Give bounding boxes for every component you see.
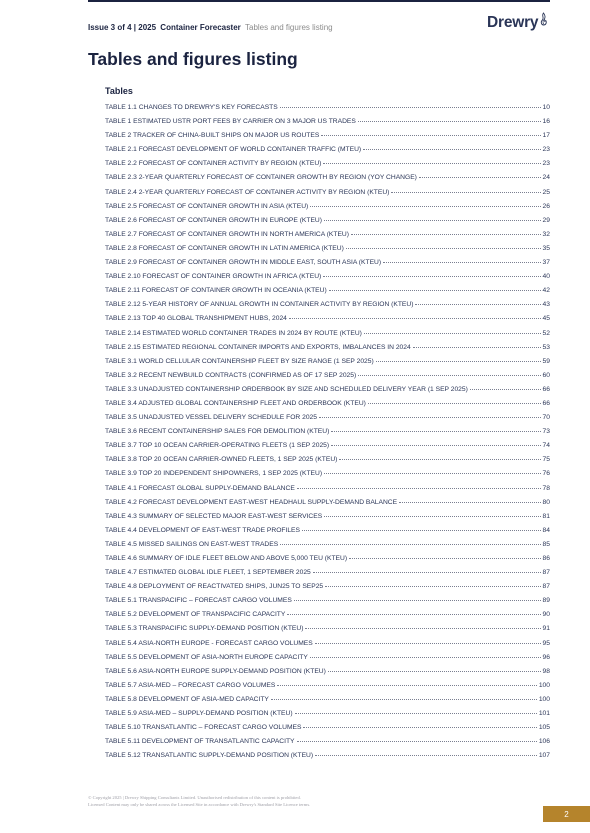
toc-entry-label: TABLE 5.6 ASIA-NORTH EUROPE SUPPLY-DEMAND POSITION (KTEU)	[105, 667, 326, 675]
dot-leader	[331, 431, 540, 432]
dot-leader	[470, 389, 541, 390]
toc-entry[interactable]	[105, 217, 550, 231]
page-title: Tables and figures listing	[88, 49, 298, 69]
toc-entry[interactable]	[105, 710, 550, 724]
dot-leader	[313, 572, 541, 573]
toc-entry-page: 35	[542, 244, 550, 252]
dot-leader	[358, 121, 541, 122]
toc-entry-label: TABLE 3.7 TOP 10 OCEAN CARRIER-OPERATING FLEETS (1 SEP 2025)	[105, 442, 330, 450]
toc-entry[interactable]	[105, 682, 550, 696]
dot-leader	[331, 445, 540, 446]
toc-entry-page: 73	[542, 428, 550, 436]
toc-entry-label: TABLE 4.4 DEVELOPMENT OF EAST-WEST TRADE PROFILES	[105, 526, 300, 534]
toc-entry[interactable]	[105, 654, 550, 668]
dot-leader	[310, 657, 541, 658]
dot-leader	[349, 558, 540, 559]
toc-entry-label: TABLE 5.12 TRANSATLANTIC SUPPLY-DEMAND POSITION (KTEU)	[105, 752, 314, 760]
toc-entry-page: 32	[542, 230, 550, 238]
toc-entry-label: TABLE 2.1 FORECAST DEVELOPMENT OF WORLD CONTAINER TRAFFIC (MTEU)	[105, 146, 362, 154]
toc-entry-label: TABLE 3.9 TOP 20 INDEPENDENT SHIPOWNERS, 1 SEP 2025 (KTEU)	[105, 470, 323, 478]
dot-leader	[323, 276, 540, 277]
dot-leader	[297, 741, 537, 742]
toc-entry[interactable]	[105, 527, 550, 541]
toc-entry-page: 87	[542, 569, 550, 577]
dot-leader	[305, 628, 540, 629]
toc-entry-label: TABLE 2.6 FORECAST OF CONTAINER GROWTH IN EUROPE (KTEU)	[105, 216, 322, 224]
toc-entry-page: 105	[538, 724, 550, 732]
toc-entry[interactable]	[105, 625, 550, 639]
toc-entry[interactable]	[105, 428, 550, 442]
toc-entry[interactable]	[105, 301, 550, 315]
page-number-tab	[543, 806, 590, 822]
toc-entry-page: 60	[542, 371, 550, 379]
dot-leader	[297, 488, 541, 489]
dot-leader	[302, 530, 541, 531]
toc-entry-page: 85	[542, 540, 550, 548]
toc-entry[interactable]	[105, 583, 550, 597]
dot-leader	[325, 586, 540, 587]
toc-entry[interactable]	[105, 541, 550, 555]
toc-entry-page: 86	[542, 555, 550, 562]
toc-entry[interactable]	[105, 569, 550, 583]
toc-entry[interactable]	[105, 344, 550, 358]
toc-entry-page: 43	[542, 301, 550, 309]
dot-leader	[280, 544, 540, 545]
toc-entry[interactable]	[105, 273, 550, 287]
toc-entry-page: 37	[542, 259, 550, 267]
toc-entry[interactable]	[105, 752, 550, 766]
toc-entry-page: 75	[542, 456, 550, 464]
toc-entry[interactable]	[105, 245, 550, 259]
toc-entry-page: 100	[538, 695, 550, 703]
toc-entry[interactable]	[105, 555, 550, 569]
toc-entry[interactable]	[105, 358, 550, 372]
dot-leader	[294, 600, 541, 601]
dot-leader	[303, 727, 536, 728]
toc-entry-page: 70	[542, 414, 550, 422]
toc-entry-label: TABLE 2.7 FORECAST OF CONTAINER GROWTH IN NORTH AMERICA (KTEU)	[105, 230, 349, 238]
toc-entry-page: 66	[542, 385, 550, 393]
toc-entry-page: 95	[542, 639, 550, 647]
toc-entry[interactable]	[105, 442, 550, 456]
toc-entry-page: 16	[542, 118, 550, 126]
toc-entry-label: TABLE 2.9 FORECAST OF CONTAINER GROWTH IN MIDDLE EAST, SOUTH ASIA (KTEU)	[105, 259, 382, 267]
toc-entry[interactable]	[105, 611, 550, 625]
dot-leader	[351, 234, 541, 235]
toc-entry-label: TABLE 5.2 DEVELOPMENT OF TRANSPACIFIC CAPACITY	[105, 611, 286, 619]
toc-entry[interactable]	[105, 485, 550, 499]
toc-entry-page: 91	[542, 625, 550, 633]
header-subtitle: Tables and figures listing	[245, 23, 333, 32]
dot-leader	[280, 107, 541, 108]
toc-entry-label: TABLE 4.1 FORECAST GLOBAL SUPPLY-DEMAND BALANCE	[105, 484, 295, 492]
toc-entry[interactable]	[105, 456, 550, 470]
toc-entry-page: 26	[542, 202, 550, 210]
toc-entry-label: TABLE 4.6 SUMMARY OF IDLE FLEET BELOW AND ABOVE 5,000 TEU (KTEU)	[105, 555, 348, 562]
toc-entry-page: 98	[542, 667, 550, 675]
toc-entry-page: 52	[542, 329, 550, 337]
dot-leader	[277, 685, 537, 686]
toc-entry[interactable]	[105, 287, 550, 301]
toc-entry-label: TABLE 5.9 ASIA-MED – SUPPLY-DEMAND POSITION (KTEU)	[105, 710, 293, 718]
toc-entry-page: 40	[542, 273, 550, 281]
dot-leader	[364, 333, 541, 334]
toc-entry[interactable]	[105, 386, 550, 400]
dot-leader	[324, 220, 541, 221]
toc-entry-label: TABLE 2.12 5-YEAR HISTORY OF ANNUAL GROWTH IN CONTAINER ACTIVITY BY REGION (KTEU)	[105, 301, 414, 309]
toc-entry-label: TABLE 2.5 FORECAST OF CONTAINER GROWTH IN ASIA (KTEU)	[105, 202, 309, 210]
dot-leader	[323, 163, 540, 164]
header-rule	[88, 0, 550, 2]
toc-entry-page: 45	[542, 315, 550, 323]
dot-leader	[271, 699, 537, 700]
toc-entry-page: 101	[538, 710, 550, 718]
toc-entry-page: 106	[538, 738, 550, 746]
toc-entry[interactable]	[105, 259, 550, 273]
dot-leader	[391, 192, 540, 193]
toc-entry-label: TABLE 3.2 RECENT NEWBUILD CONTRACTS (CONFIRMED AS OF 17 SEP 2025)	[105, 371, 357, 379]
dot-leader	[339, 459, 540, 460]
toc-entry-label: TABLE 2.13 TOP 40 GLOBAL TRANSHIPMENT HUBS, 2024	[105, 315, 287, 323]
toc-entry-page: 87	[542, 583, 550, 591]
toc-entry-page: 107	[538, 752, 550, 760]
logo-text: Drewry	[487, 14, 539, 31]
toc-entry-page: 74	[542, 442, 550, 450]
toc-entry-label: TABLE 2.11 FORECAST OF CONTAINER GROWTH IN OCEANIA (KTEU)	[105, 287, 327, 295]
dot-leader	[289, 318, 541, 319]
toc-entry-label: TABLE 5.5 DEVELOPMENT OF ASIA-NORTH EUROPE CAPACITY	[105, 653, 308, 661]
dot-leader	[287, 614, 540, 615]
toc-entry-label: TABLE 2.3 2-YEAR QUARTERLY FORECAST OF CONTAINER GROWTH BY REGION (YOY CHANGE)	[105, 174, 417, 182]
toc-entry[interactable]	[105, 146, 550, 160]
toc-entry[interactable]	[105, 372, 550, 386]
issue-label: Issue 3 of 4 | 2025	[88, 23, 157, 32]
dot-leader	[329, 290, 541, 291]
toc-entry-page: 59	[542, 357, 550, 365]
dot-leader	[295, 713, 537, 714]
dot-leader	[419, 177, 541, 178]
drewry-logo[interactable]	[487, 14, 548, 32]
toc-entry-label: TABLE 1.1 CHANGES TO DREWRY'S KEY FORECASTS	[105, 104, 278, 111]
toc-entry-label: TABLE 5.11 DEVELOPMENT OF TRANSATLANTIC CAPACITY	[105, 738, 295, 746]
toc-entry-page: 10	[542, 104, 550, 111]
toc-entry-label: TABLE 3.4 ADJUSTED GLOBAL CONTAINERSHIP FLEET AND ORDERBOOK (KTEU)	[105, 399, 366, 407]
dot-leader	[328, 671, 541, 672]
toc-entry-label: TABLE 3.1 WORLD CELLULAR CONTAINERSHIP FLEET BY SIZE RANGE (1 SEP 2025)	[105, 357, 374, 365]
toc-entry[interactable]	[105, 414, 550, 428]
toc-entry-label: TABLE 5.1 TRANSPACIFIC – FORECAST CARGO VOLUMES	[105, 597, 292, 605]
toc-entry[interactable]	[105, 640, 550, 654]
toc-entry-label: TABLE 5.8 DEVELOPMENT OF ASIA-MED CAPACITY	[105, 695, 269, 703]
dot-leader	[321, 135, 540, 136]
dot-leader	[368, 403, 541, 404]
dot-leader	[383, 262, 540, 263]
toc-entry-label: TABLE 2.15 ESTIMATED REGIONAL CONTAINER IMPORTS AND EXPORTS, IMBALANCES IN 2024	[105, 343, 411, 351]
toc-entry-page: 84	[542, 526, 550, 534]
toc-entry[interactable]	[105, 696, 550, 710]
toc-entry-label: TABLE 4.2 FORECAST DEVELOPMENT EAST-WEST HEADHAUL SUPPLY-DEMAND BALANCE	[105, 498, 398, 506]
toc-entry-page: 42	[542, 287, 550, 295]
dot-leader	[363, 149, 540, 150]
toc-entry[interactable]	[105, 315, 550, 329]
toc-entry[interactable]	[105, 470, 550, 484]
toc-entry-label: TABLE 2.4 2-YEAR QUARTERLY FORECAST OF CONTAINER ACTIVITY BY REGION (KTEU)	[105, 188, 390, 196]
toc-entry-label: TABLE 2 TRACKER OF CHINA-BUILT SHIPS ON MAJOR US ROUTES	[105, 132, 320, 140]
dot-leader	[319, 417, 541, 418]
publication-name: Container Forecaster	[160, 23, 241, 32]
toc-entry-page: 53	[542, 343, 550, 351]
toc-entry-page: 24	[542, 174, 550, 182]
toc-entry-page: 25	[542, 188, 550, 196]
toc-entry[interactable]	[105, 231, 550, 245]
running-header	[88, 23, 333, 32]
dot-leader	[346, 248, 541, 249]
toc-entry[interactable]	[105, 132, 550, 146]
toc-entry[interactable]	[105, 203, 550, 217]
toc-entry-label: TABLE 4.5 MISSED SAILINGS ON EAST-WEST TRADES	[105, 540, 279, 548]
toc-entry-label: TABLE 5.10 TRANSATLANTIC – FORECAST CARGO VOLUMES	[105, 724, 302, 732]
toc-entry-label: TABLE 4.7 ESTIMATED GLOBAL IDLE FLEET, 1 SEPTEMBER 2025	[105, 569, 311, 577]
dot-leader	[376, 361, 541, 362]
toc-entry-label: TABLE 5.4 ASIA-NORTH EUROPE - FORECAST CARGO VOLUMES	[105, 639, 313, 647]
flame-icon	[539, 12, 548, 31]
toc-entry-label: TABLE 1 ESTIMATED USTR PORT FEES BY CARRIER ON 3 MAJOR US TRADES	[105, 118, 356, 126]
toc-entry-page: 96	[542, 653, 550, 661]
toc-entry-label: TABLE 2.2 FORECAST OF CONTAINER ACTIVITY BY REGION (KTEU)	[105, 160, 322, 168]
toc-entry-page: 29	[542, 216, 550, 224]
dot-leader	[324, 473, 540, 474]
toc-entry-label: TABLE 2.14 ESTIMATED WORLD CONTAINER TRADES IN 2024 BY ROUTE (KTEU)	[105, 329, 362, 337]
dot-leader	[324, 516, 540, 517]
copyright-footer	[88, 794, 408, 808]
copyright-line: © Copyright 2025 | Drewry Shipping Consultants Limited. Unauthorised redistribution of this content is prohibited.	[88, 795, 301, 800]
dot-leader	[358, 375, 540, 376]
toc-entry-page: 78	[542, 484, 550, 492]
toc-entry-label: TABLE 2.8 FORECAST OF CONTAINER GROWTH IN LATIN AMERICA (KTEU)	[105, 244, 344, 252]
toc-entry-label: TABLE 3.6 RECENT CONTAINERSHIP SALES FOR DEMOLITION (KTEU)	[105, 428, 330, 436]
toc-entry-page: 100	[538, 681, 550, 689]
toc-entry-page: 81	[542, 512, 550, 520]
dot-leader	[399, 502, 540, 503]
toc-entry[interactable]	[105, 738, 550, 752]
dot-leader	[315, 643, 541, 644]
toc-entry-label: TABLE 5.3 TRANSPACIFIC SUPPLY-DEMAND POSITION (KTEU)	[105, 625, 304, 633]
toc-entry[interactable]	[105, 513, 550, 527]
toc-entry[interactable]	[105, 400, 550, 414]
toc-entry-label: TABLE 2.10 FORECAST OF CONTAINER GROWTH IN AFRICA (KTEU)	[105, 273, 322, 281]
toc-entry[interactable]	[105, 174, 550, 188]
toc-entry[interactable]	[105, 330, 550, 344]
toc-entry-page: 76	[542, 470, 550, 478]
toc-entry-page: 90	[542, 611, 550, 619]
toc-entry[interactable]	[105, 118, 550, 132]
toc-entry-page: 23	[542, 160, 550, 168]
toc-entry-page: 17	[542, 132, 550, 140]
toc-entry[interactable]	[105, 597, 550, 611]
toc-entry[interactable]	[105, 104, 550, 118]
toc-entry-label: TABLE 3.8 TOP 20 OCEAN CARRIER-OWNED FLEETS, 1 SEP 2025 (KTEU)	[105, 456, 338, 464]
toc-entry-label: TABLE 4.3 SUMMARY OF SELECTED MAJOR EAST-WEST SERVICES	[105, 512, 323, 520]
toc-entry[interactable]	[105, 189, 550, 203]
toc-entry[interactable]	[105, 160, 550, 174]
toc-entry-label: TABLE 5.7 ASIA-MED – FORECAST CARGO VOLUMES	[105, 681, 276, 689]
toc-entry[interactable]	[105, 724, 550, 738]
toc-entry-page: 23	[542, 146, 550, 154]
toc-entry[interactable]	[105, 668, 550, 682]
toc-entry-page: 66	[542, 399, 550, 407]
page-number: 2	[564, 809, 569, 819]
dot-leader	[415, 304, 540, 305]
tables-list	[105, 104, 550, 766]
licence-line: Licensed Content may only be shared across the Licensed Site in accordance with Drewry's Standard Site Licence terms.	[88, 802, 311, 807]
dot-leader	[315, 755, 537, 756]
toc-entry[interactable]	[105, 499, 550, 513]
toc-entry-label: TABLE 3.5 UNADJUSTED VESSEL DELIVERY SCHEDULE FOR 2025	[105, 414, 317, 422]
toc-entry-page: 80	[542, 498, 550, 506]
dot-leader	[413, 347, 541, 348]
toc-entry-label: TABLE 4.8 DEPLOYMENT OF REACTIVATED SHIPS, JUN25 TO SEP25	[105, 583, 324, 591]
section-heading-tables: Tables	[105, 86, 133, 96]
toc-entry-page: 89	[542, 597, 550, 605]
toc-entry-label: TABLE 3.3 UNADJUSTED CONTAINERSHIP ORDERBOOK BY SIZE AND SCHEDULED DELIVERY YEAR (1 SEP 2025)	[105, 385, 468, 393]
dot-leader	[310, 206, 540, 207]
